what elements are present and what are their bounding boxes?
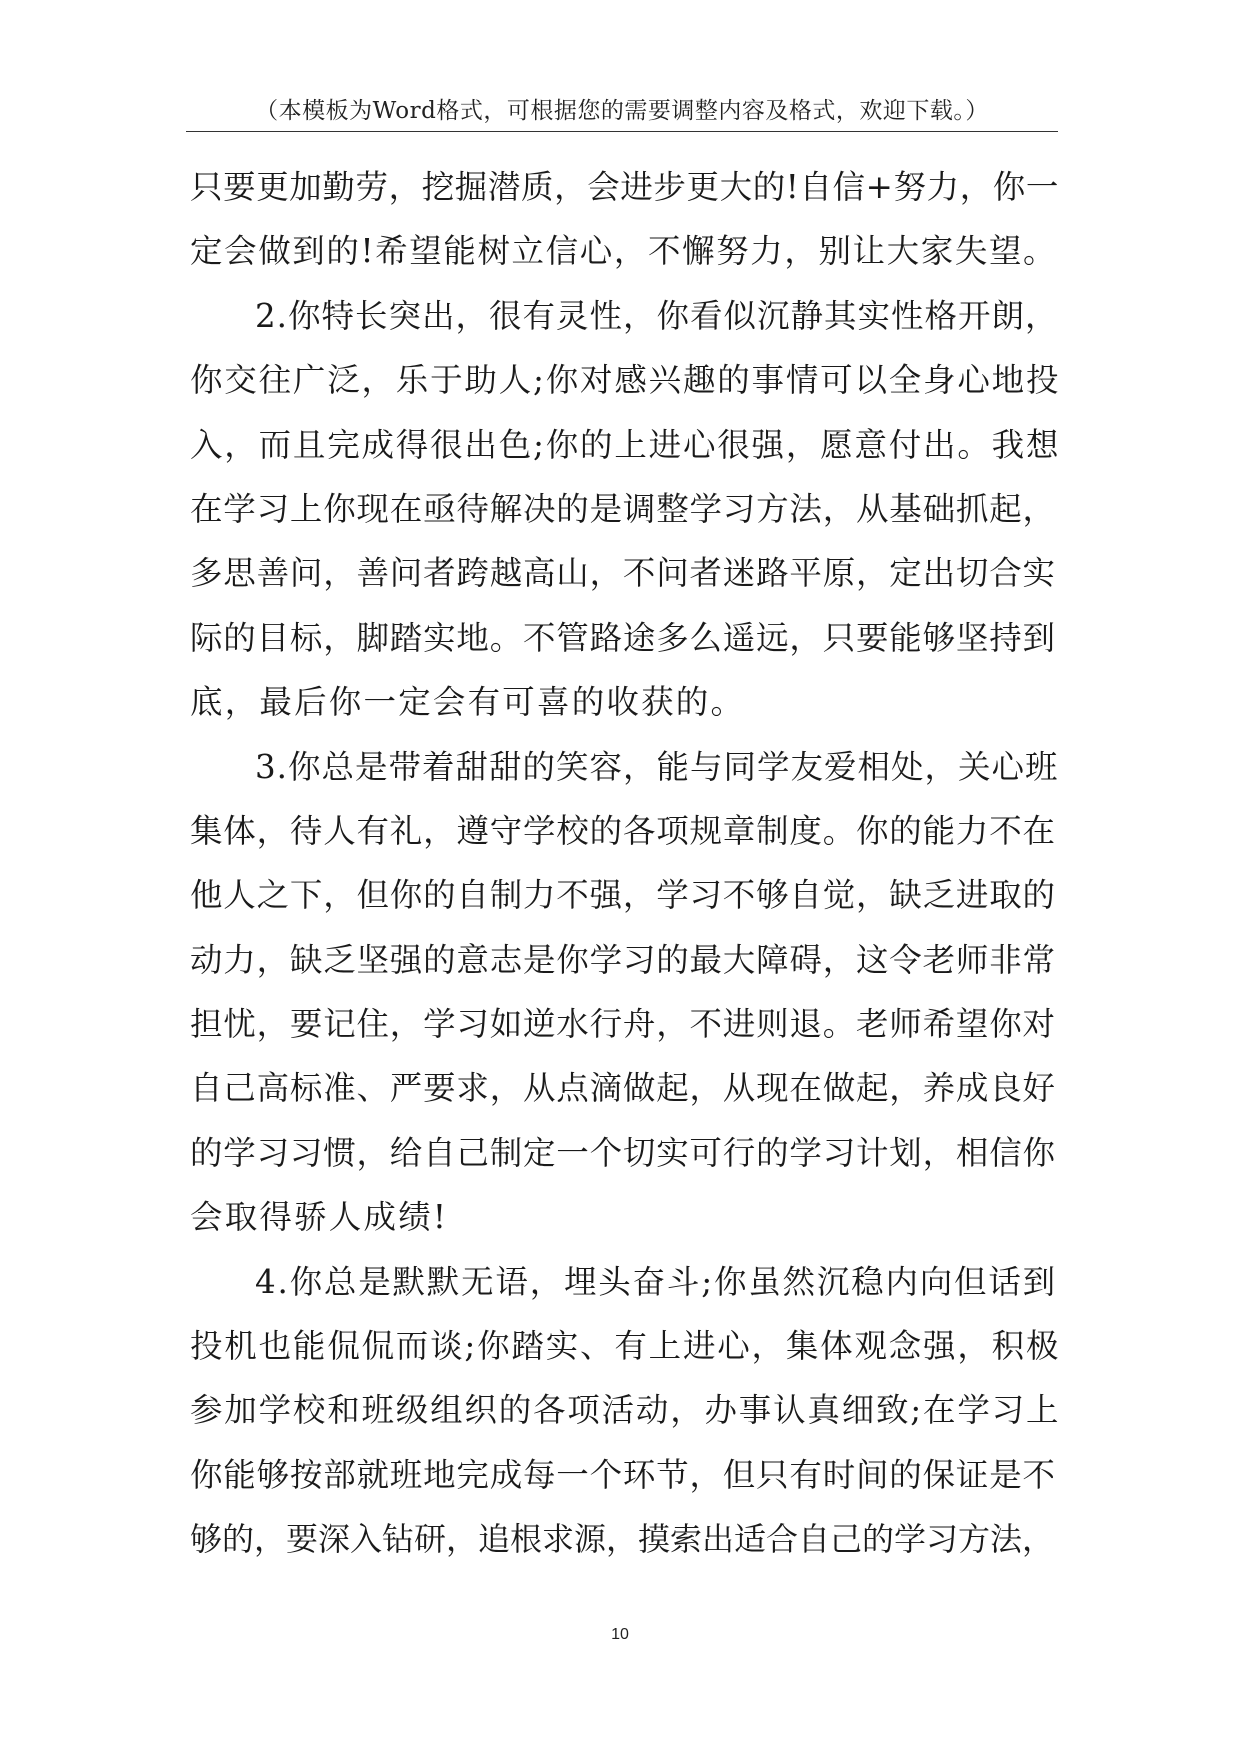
text-line: 你交往广泛，乐于助人;你对感兴趣的事情可以全身心地投 bbox=[190, 361, 1061, 400]
header-divider bbox=[186, 131, 1058, 132]
text-line: 他人之下，但你的自制力不强，学习不够自觉，缺乏进取的 bbox=[190, 876, 1056, 915]
text-line: 多思善问，善问者跨越高山，不问者迷路平原，定出切合实 bbox=[190, 554, 1056, 593]
page-header: （本模板为Word格式，可根据您的需要调整内容及格式，欢迎下载。） bbox=[255, 98, 989, 124]
text-line: 担忧，要记住，学习如逆水行舟，不进则退。老师希望你对 bbox=[190, 1005, 1056, 1044]
text-line: 会取得骄人成绩! bbox=[190, 1198, 449, 1237]
text-line: 你能够按部就班地完成每一个环节，但只有时间的保证是不 bbox=[190, 1455, 1056, 1494]
text-line: 够的，要深入钻研，追根求源，摸索出适合自己的学习方法， bbox=[190, 1520, 1055, 1559]
text-line: 4.你总是默默无语，埋头奋斗;你虽然沉稳内向但话到 bbox=[255, 1262, 1057, 1301]
text-line: 自己高标准、严要求，从点滴做起，从现在做起，养成良好 bbox=[190, 1069, 1056, 1108]
text-line: 的学习习惯，给自己制定一个切实可行的学习计划，相信你 bbox=[190, 1133, 1056, 1172]
document-body bbox=[190, 155, 1060, 1572]
text-line: 际的目标，脚踏实地。不管路途多么遥远，只要能够坚持到 bbox=[190, 618, 1056, 657]
text-line: 入，而且完成得很出色;你的上进心很强，愿意付出。我想 bbox=[190, 425, 1061, 464]
text-line: 参加学校和班级组织的各项活动，办事认真细致;在学习上 bbox=[190, 1391, 1061, 1430]
text-line: 定会做到的!希望能树立信心，不懈努力，别让大家失望。 bbox=[190, 232, 1058, 271]
page-number: 10 bbox=[611, 1626, 629, 1643]
text-line: 2.你特长突出，很有灵性，你看似沉静其实性格开朗， bbox=[255, 296, 1059, 335]
text-line: 只要更加勤劳，挖掘潜质，会进步更大的!自信+努力，你一 bbox=[190, 168, 1059, 206]
text-line: 集体，待人有礼，遵守学校的各项规章制度。你的能力不在 bbox=[190, 811, 1056, 850]
text-line: 投机也能侃侃而谈;你踏实、有上进心，集体观念强，积极 bbox=[190, 1327, 1061, 1366]
text-line: 在学习上你现在亟待解决的是调整学习方法，从基础抓起， bbox=[190, 489, 1056, 528]
text-line: 底，最后你一定会有可喜的收获的。 bbox=[190, 683, 746, 722]
text-line: 3.你总是带着甜甜的笑容，能与同学友爱相处，关心班 bbox=[255, 747, 1059, 786]
text-line: 动力，缺乏坚强的意志是你学习的最大障碍，这令老师非常 bbox=[190, 940, 1056, 979]
